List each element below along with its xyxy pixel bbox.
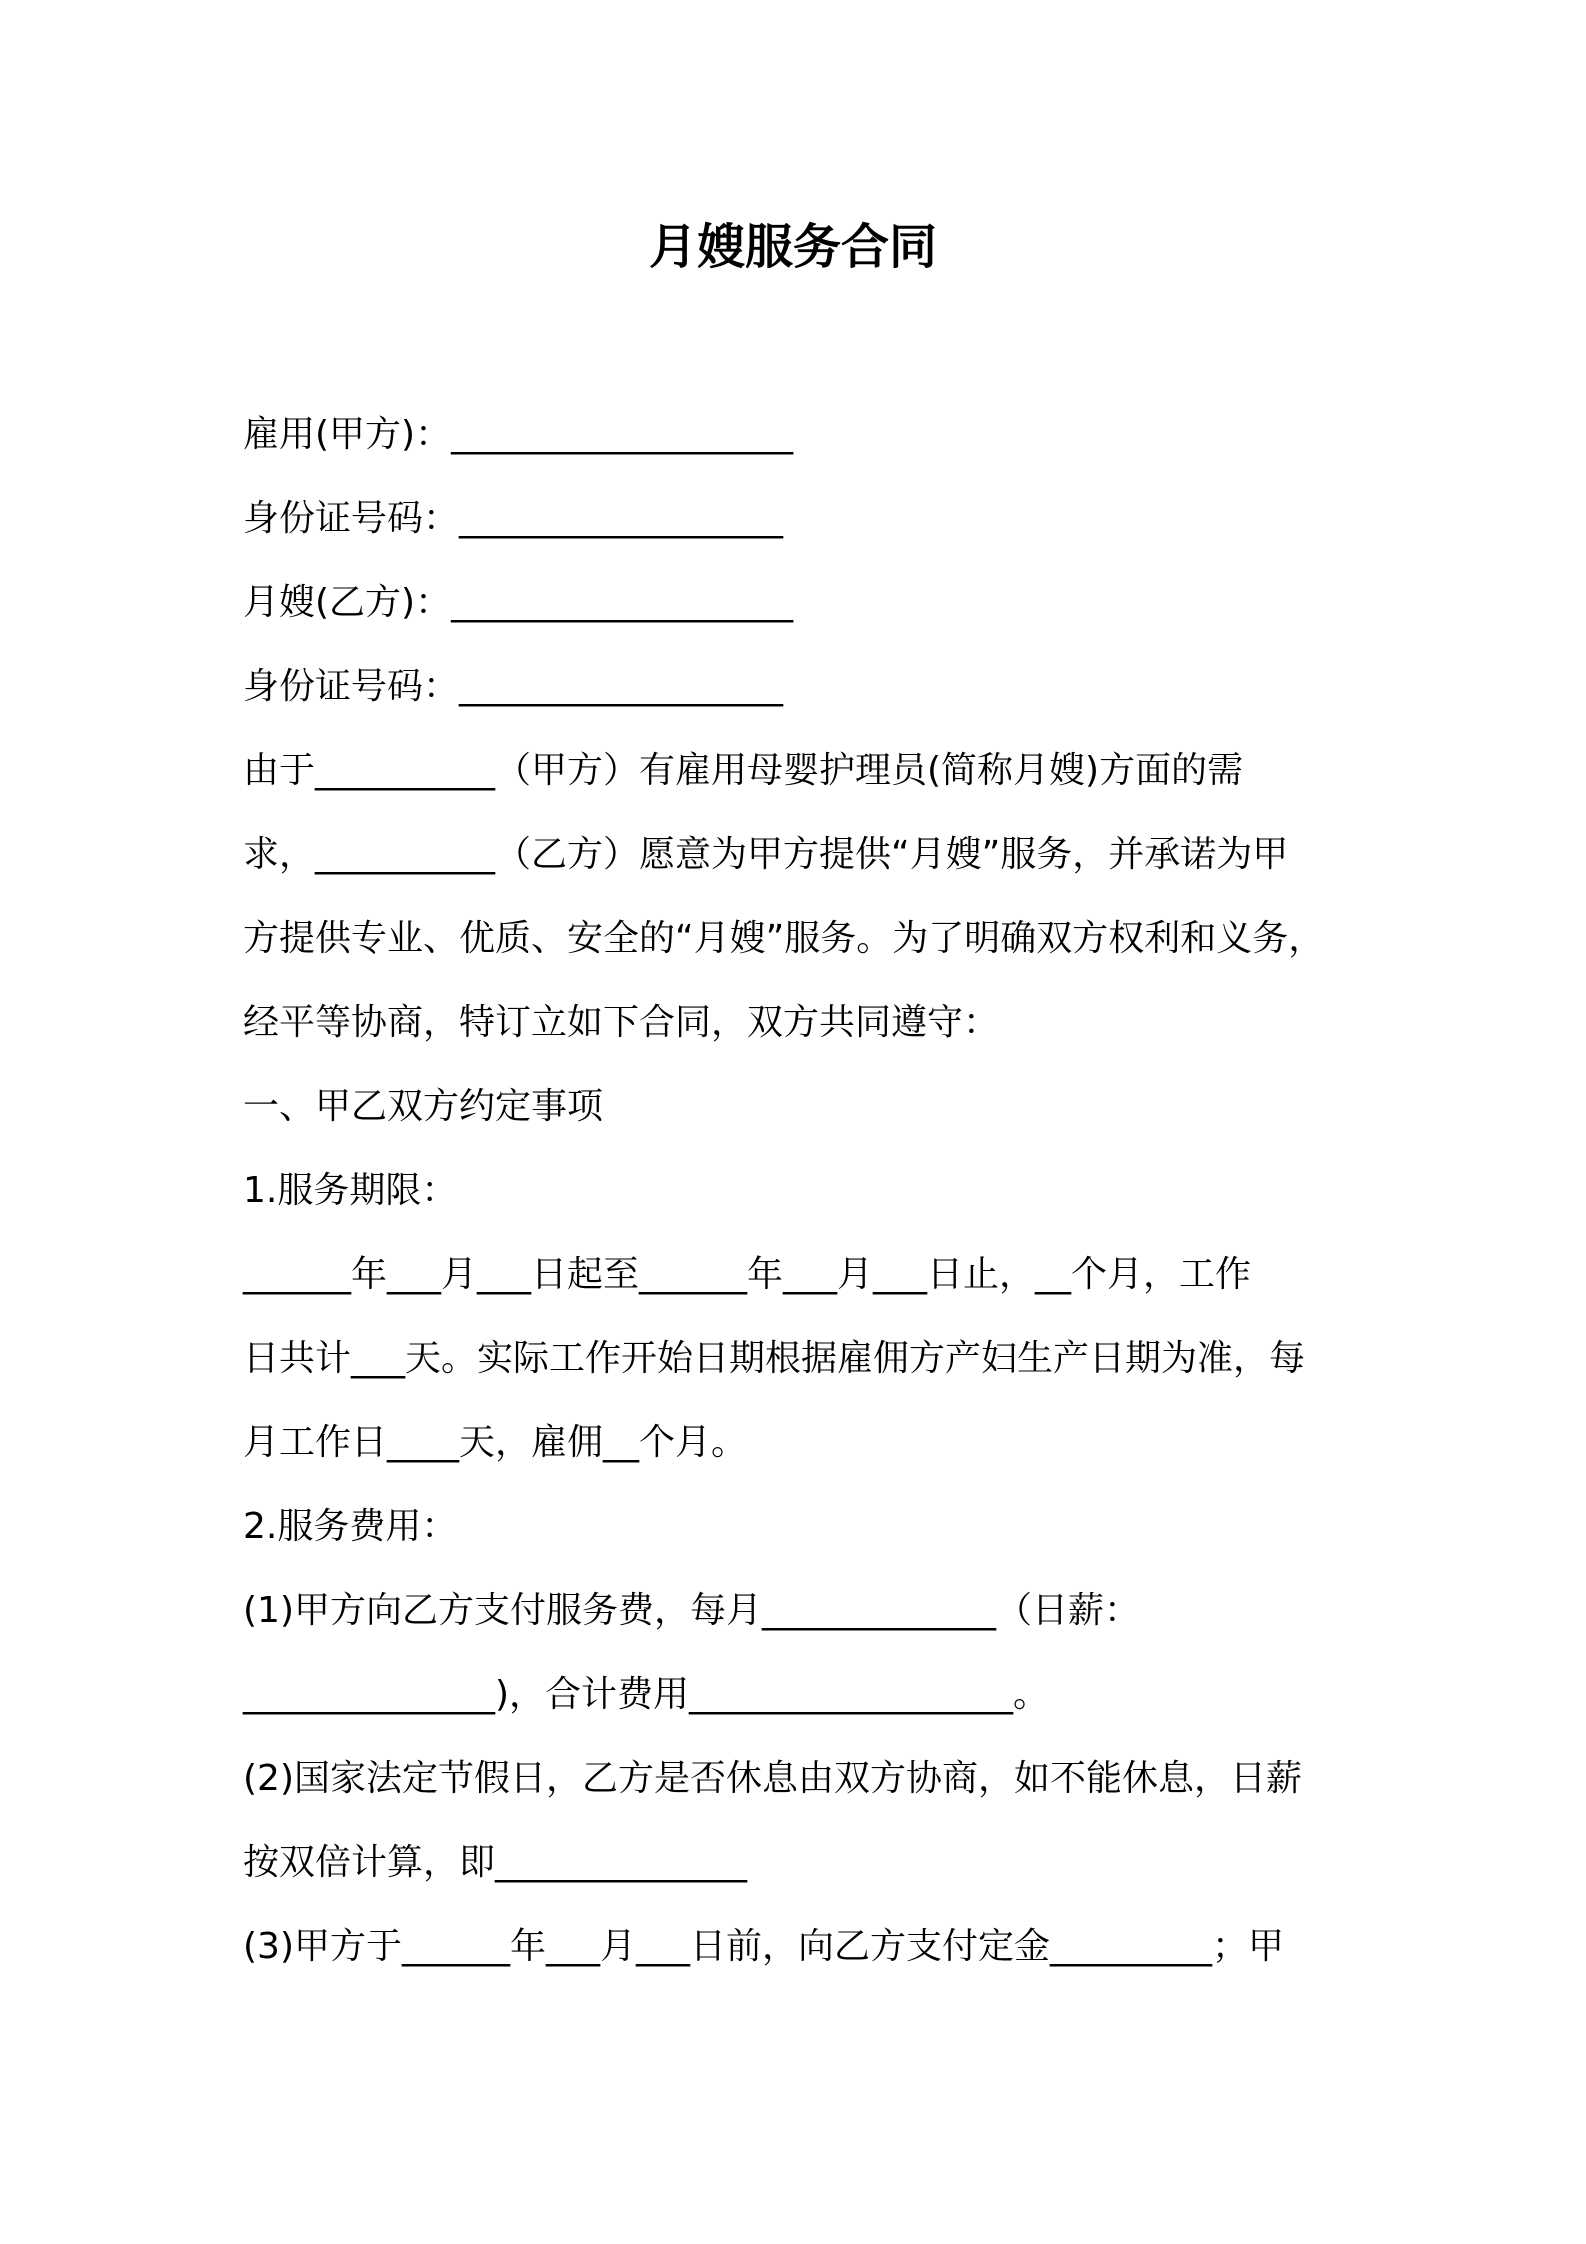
fee-item-2-line-1: (2)国家法定节假日，乙方是否休息由双方协商，如不能休息，日薪 bbox=[243, 1758, 1302, 1799]
service-term-line-1: ______年___月___日起至______年___月___日止，__个月，工作 bbox=[243, 1254, 1252, 1295]
fee-item-2-line-2: 按双倍计算，即______________ bbox=[243, 1842, 748, 1883]
party-b-id-line: 身份证号码：__________________ bbox=[243, 666, 784, 707]
document-title: 月嫂服务合同 bbox=[648, 219, 937, 275]
fee-item-1-line-2: ______________)，合计费用__________________。 bbox=[243, 1674, 1050, 1715]
fee-item-1-line-1: (1)甲方向乙方支付服务费，每月_____________（日薪： bbox=[243, 1590, 1140, 1631]
party-a-id-line: 身份证号码：__________________ bbox=[243, 498, 784, 539]
preamble-line-4: 经平等协商，特订立如下合同，双方共同遵守： bbox=[243, 1002, 1000, 1043]
service-term-line-3: 月工作日____天，雇佣__个月。 bbox=[243, 1422, 748, 1463]
service-term-line-2: 日共计___天。实际工作开始日期根据雇佣方产妇生产日期为准，每 bbox=[243, 1338, 1306, 1379]
party-a-line: 雇用(甲方)：___________________ bbox=[243, 414, 794, 455]
preamble-line-2: 求，__________（乙方）愿意为甲方提供“月嫂”服务，并承诺为甲 bbox=[243, 834, 1289, 875]
preamble-line-1: 由于__________（甲方）有雇用母婴护理员(简称月嫂)方面的需 bbox=[243, 750, 1244, 791]
party-b-line: 月嫂(乙方)：___________________ bbox=[243, 582, 794, 623]
clause-heading-service-term: 1.服务期限： bbox=[243, 1170, 458, 1211]
fee-item-3-line-1: (3)甲方于______年___月___日前，向乙方支付定金_________；甲 bbox=[243, 1926, 1284, 1967]
preamble-line-3: 方提供专业、优质、安全的“月嫂”服务。为了明确双方权利和义务， bbox=[243, 918, 1325, 959]
clause-heading-service-fee: 2.服务费用： bbox=[243, 1506, 458, 1547]
section-heading-1: 一、甲乙双方约定事项 bbox=[243, 1086, 604, 1127]
